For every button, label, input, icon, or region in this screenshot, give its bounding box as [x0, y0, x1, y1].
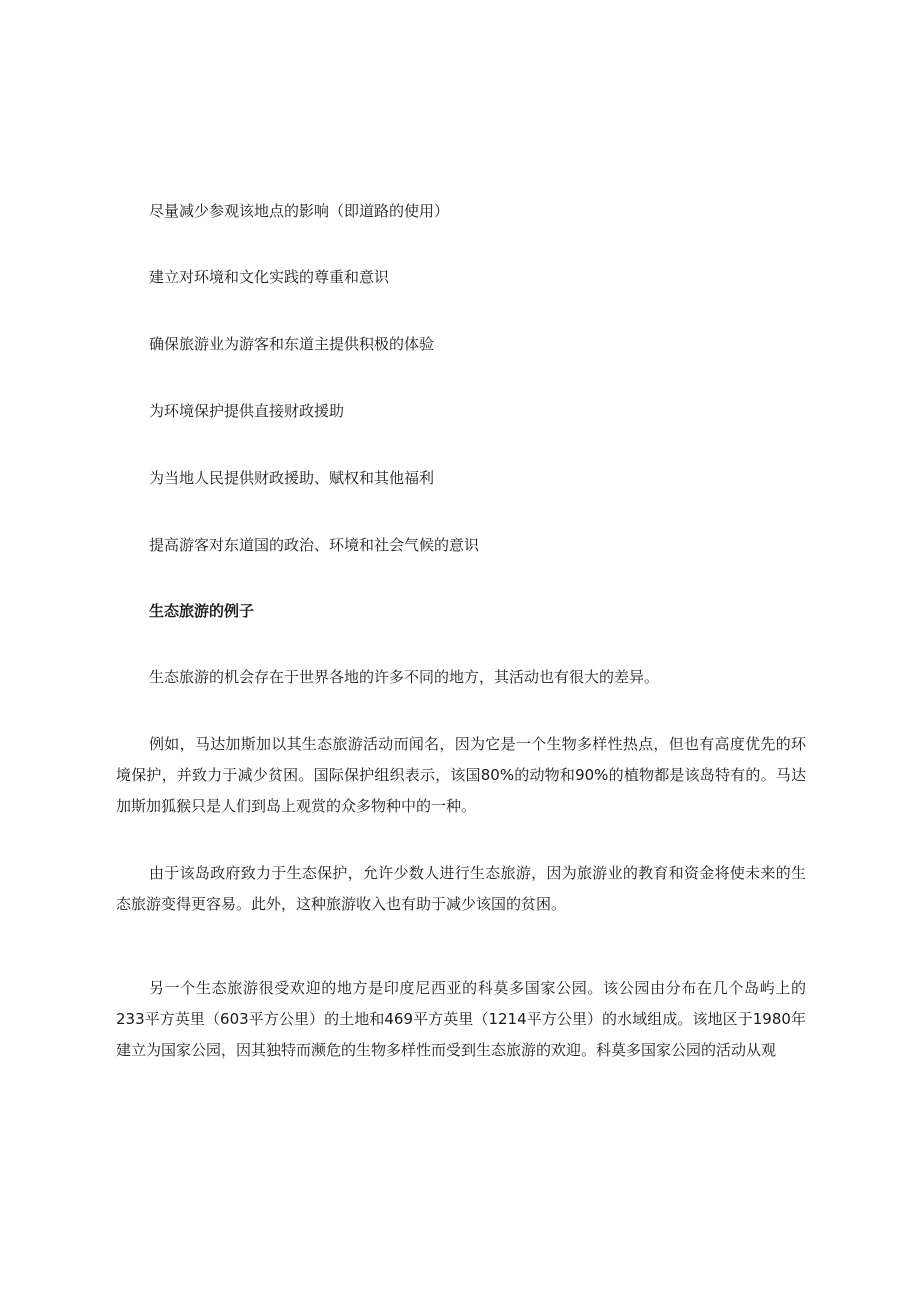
paragraph: 另一个生态旅游很受欢迎的地方是印度尼西亚的科莫多国家公园。该公园由分布在几个岛屿上的233平方英里（603平方公里）的土地和469平方英里（1214平方公里）的水域组成。该地区于1980年建立为国家公园，因其独特而濒危的生物多样性而受到生态旅游的欢迎。科莫多国家公园的活动从观: [116, 979, 806, 1059]
list-item: 建立对环境和文化实践的尊重和意识: [149, 268, 390, 286]
paragraph: 例如，马达加斯加以其生态旅游活动而闻名，因为它是一个生物多样性热点，但也有高度优先的环境保护，并致力于减少贫困。国际保护组织表示，该国80%的动物和90%的植物都是该岛特有的。马达加斯加狐猴只是人们到岛上观赏的众多物种中的一种。: [116, 735, 806, 815]
list-item: 为环境保护提供直接财政援助: [149, 402, 345, 420]
list-item: 尽量减少参观该地点的影响（即道路的使用）: [149, 202, 450, 220]
list-item: 提高游客对东道国的政治、环境和社会气候的意识: [149, 536, 480, 554]
list-item: 确保旅游业为游客和东道主提供积极的体验: [149, 335, 435, 353]
paragraph: 生态旅游的机会存在于世界各地的许多不同的地方，其活动也有很大的差异。: [149, 668, 660, 686]
paragraph: 由于该岛政府致力于生态保护，允许少数人进行生态旅游，因为旅游业的教育和资金将使未来的生态旅游变得更容易。此外，这种旅游收入也有助于减少该国的贫困。: [116, 864, 806, 913]
list-item: 为当地人民提供财政援助、赋权和其他福利: [149, 469, 435, 487]
section-heading: 生态旅游的例子: [149, 602, 255, 620]
